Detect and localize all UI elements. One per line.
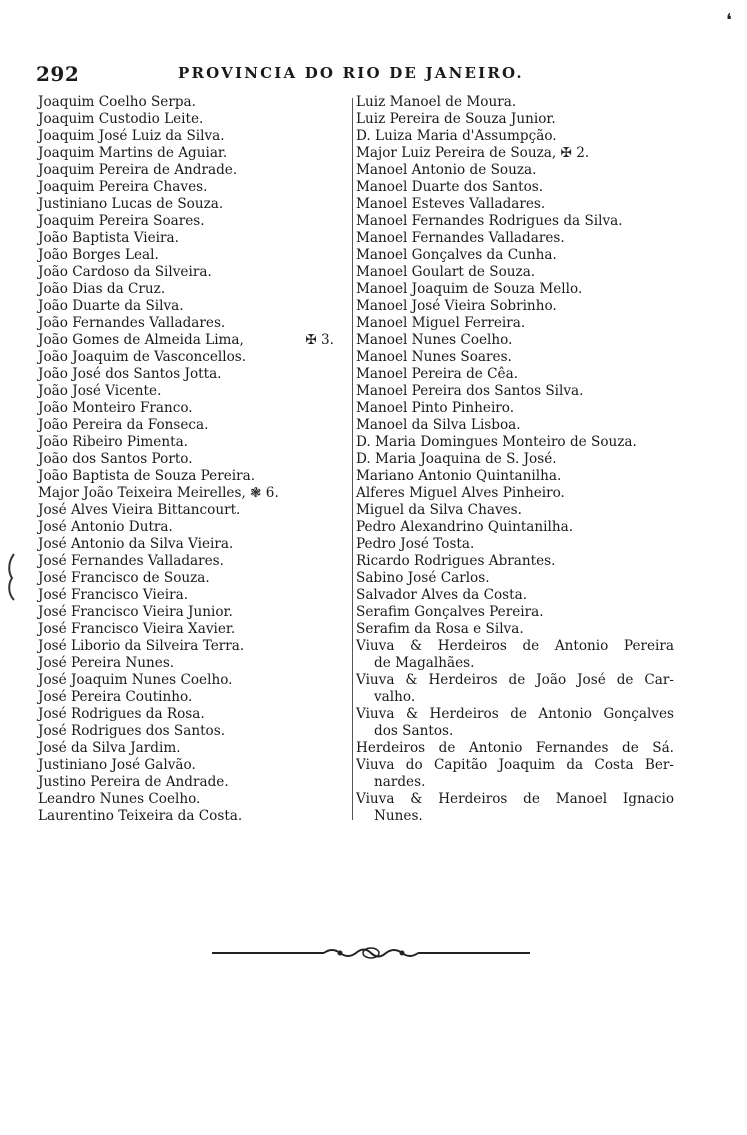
column-divider — [352, 98, 353, 820]
name-entry — [356, 298, 674, 315]
name-entry — [38, 417, 334, 434]
name-entry — [356, 468, 674, 485]
name-entry — [356, 145, 674, 162]
name-entry-text: José Pereira Coutinho. — [38, 689, 193, 705]
name-entry — [356, 383, 674, 400]
name-entry — [356, 94, 674, 111]
name-entry — [356, 451, 674, 468]
name-entry-text: Manoel Fernandes Rodrigues da Silva. — [356, 213, 623, 229]
name-entry-text: D. Maria Joaquina de S. José. — [356, 451, 557, 467]
name-entry-text: Viuva & Herdeiros de Manoel Ignacio — [356, 791, 674, 807]
name-entry — [356, 434, 674, 451]
name-entry — [38, 502, 334, 519]
name-entry-text: Joaquim Coelho Serpa. — [38, 94, 196, 110]
name-entry-text: Joaquim Martins de Aguiar. — [38, 145, 228, 161]
name-entry-text: Salvador Alves da Costa. — [356, 587, 528, 603]
name-entry — [356, 808, 674, 825]
name-entry-text: Sabino José Carlos. — [356, 570, 490, 586]
name-entry-text: João José Vicente. — [38, 383, 162, 399]
name-entry — [38, 179, 334, 196]
page-number: 292 — [36, 62, 80, 86]
name-entry-text: Viuva do Capitão Joaquim da Costa Ber- — [356, 757, 674, 773]
order-decoration-marker: ✠ 3. — [305, 332, 334, 348]
name-entry — [356, 111, 674, 128]
name-entry — [38, 213, 334, 230]
name-entry — [38, 587, 334, 604]
name-entry-text: Major João Teixeira Meirelles, ❃ 6. — [38, 485, 279, 501]
name-entry — [356, 502, 674, 519]
name-entry — [356, 553, 674, 570]
name-entry — [38, 264, 334, 281]
name-entry — [38, 740, 334, 757]
name-entry — [356, 706, 674, 723]
name-entry — [38, 434, 334, 451]
name-entry-text: João Monteiro Franco. — [38, 400, 193, 416]
name-entry — [38, 247, 334, 264]
name-entry-text: Manoel Antonio de Souza. — [356, 162, 537, 178]
name-entry — [356, 485, 674, 502]
name-entry — [38, 400, 334, 417]
name-entry-text: João Gomes de Almeida Lima, — [38, 332, 244, 348]
name-entry — [356, 689, 674, 706]
name-entry-text: José Francisco de Souza. — [38, 570, 210, 586]
name-entry — [38, 604, 334, 621]
name-entry — [38, 774, 334, 791]
name-entry-text: Manoel Joaquim de Souza Mello. — [356, 281, 583, 297]
name-entry-text: de Magalhães. — [374, 655, 475, 671]
name-entry — [38, 315, 334, 332]
name-entry — [356, 247, 674, 264]
name-entry — [38, 332, 334, 349]
name-entry — [356, 604, 674, 621]
name-entry-text: Joaquim Pereira Soares. — [38, 213, 205, 229]
name-entry-text: Laurentino Teixeira da Costa. — [38, 808, 243, 824]
name-entry-text: Alferes Miguel Alves Pinheiro. — [356, 485, 565, 501]
name-entry-text: Manoel Pinto Pinheiro. — [356, 400, 515, 416]
name-entry — [38, 383, 334, 400]
name-entry-text: João dos Santos Porto. — [38, 451, 193, 467]
name-entry-text: Serafim Gonçalves Pereira. — [356, 604, 544, 620]
name-entry-text: Justino Pereira de Andrade. — [38, 774, 229, 790]
name-entry-text: José Antonio da Silva Vieira. — [38, 536, 234, 552]
name-entry — [356, 128, 674, 145]
left-name-column — [38, 94, 334, 825]
name-entry — [38, 808, 334, 825]
name-entry — [38, 281, 334, 298]
name-entry — [356, 638, 674, 655]
name-entry — [38, 519, 334, 536]
name-entry-text: João Cardoso da Silveira. — [38, 264, 212, 280]
name-entry — [38, 94, 334, 111]
name-entry-text: José Francisco Vieira Junior. — [38, 604, 233, 620]
name-entry-text: D. Maria Domingues Monteiro de Souza. — [356, 434, 637, 450]
name-entry-text: valho. — [374, 689, 416, 705]
name-entry-text: João Baptista Vieira. — [38, 230, 179, 246]
name-entry — [356, 400, 674, 417]
name-entry-text: Manoel Pereira dos Santos Silva. — [356, 383, 584, 399]
name-entry — [38, 553, 334, 570]
name-entry — [38, 672, 334, 689]
name-entry — [38, 485, 334, 502]
name-entry-text: João Ribeiro Pimenta. — [38, 434, 188, 450]
name-entry-text: José Alves Vieira Bittancourt. — [38, 502, 241, 518]
name-entry — [38, 689, 334, 706]
name-entry — [38, 655, 334, 672]
name-entry — [38, 111, 334, 128]
name-entry — [356, 655, 674, 672]
name-entry — [356, 672, 674, 689]
margin-tick-mark: ❛ — [726, 10, 732, 31]
name-entry — [356, 587, 674, 604]
name-entry — [38, 468, 334, 485]
name-entry-text: João Joaquim de Vasconcellos. — [38, 349, 247, 365]
name-entry-text: Joaquim Custodio Leite. — [38, 111, 204, 127]
name-entry — [38, 145, 334, 162]
name-entry — [356, 196, 674, 213]
name-entry — [38, 366, 334, 383]
name-entry-text: José Francisco Vieira. — [38, 587, 189, 603]
name-entry-text: José Pereira Nunes. — [38, 655, 175, 671]
name-entry-text: Manoel Miguel Ferreira. — [356, 315, 526, 331]
name-entry — [356, 162, 674, 179]
name-entry — [356, 774, 674, 791]
name-entry-text: Joaquim Pereira de Andrade. — [38, 162, 238, 178]
name-entry — [38, 349, 334, 366]
name-entry — [38, 621, 334, 638]
name-entry-text: dos Santos. — [374, 723, 454, 739]
name-entry-text: D. Luiza Maria d'Assumpção. — [356, 128, 557, 144]
name-entry — [38, 298, 334, 315]
name-entry-text: Nunes. — [374, 808, 423, 824]
name-entry-text: Herdeiros de Antonio Fernandes de Sá. — [356, 740, 674, 756]
right-name-column — [356, 94, 674, 825]
name-entry — [356, 213, 674, 230]
name-entry — [38, 638, 334, 655]
name-entry — [38, 791, 334, 808]
name-entry — [356, 264, 674, 281]
name-entry-text: José Antonio Dutra. — [38, 519, 173, 535]
name-entry-text: João Fernandes Valladares. — [38, 315, 226, 331]
name-entry-text: João Dias da Cruz. — [38, 281, 166, 297]
name-entry-text: Viuva & Herdeiros de João José de Car- — [356, 672, 674, 688]
name-entry-text: João José dos Santos Jotta. — [38, 366, 222, 382]
name-entry — [38, 230, 334, 247]
name-entry-text: Joaquim Pereira Chaves. — [38, 179, 208, 195]
name-entry — [356, 570, 674, 587]
name-entry-text: Viuva & Herdeiros de Antonio Pereira — [356, 638, 674, 654]
name-entry — [356, 621, 674, 638]
name-entry-text: Manoel Nunes Coelho. — [356, 332, 513, 348]
name-entry — [38, 536, 334, 553]
name-entry-text: Pedro Alexandrino Quintanilha. — [356, 519, 574, 535]
name-entry — [356, 723, 674, 740]
name-entry — [356, 519, 674, 536]
name-entry-text: Miguel da Silva Chaves. — [356, 502, 522, 518]
name-entry-text: nardes. — [374, 774, 426, 790]
name-entry-text: José Rodrigues da Rosa. — [38, 706, 205, 722]
name-entry — [38, 723, 334, 740]
name-entry-text: Manoel da Silva Lisboa. — [356, 417, 521, 433]
name-entry-text: Luiz Pereira de Souza Junior. — [356, 111, 556, 127]
name-entry-text: Manoel Esteves Valladares. — [356, 196, 546, 212]
name-entry-text: João Baptista de Souza Pereira. — [38, 468, 256, 484]
name-entry-text: Major Luiz Pereira de Souza, ✠ 2. — [356, 145, 590, 161]
name-entry-text: José Joaquim Nunes Coelho. — [38, 672, 233, 688]
name-entry-text: José Rodrigues dos Santos. — [38, 723, 226, 739]
name-entry-text: Mariano Antonio Quintanilha. — [356, 468, 562, 484]
name-entry — [356, 417, 674, 434]
scroll-ornament-icon — [212, 944, 530, 962]
name-entry — [356, 230, 674, 247]
name-entry — [356, 740, 674, 757]
name-entry-text: Ricardo Rodrigues Abrantes. — [356, 553, 556, 569]
name-entry-text: José da Silva Jardim. — [38, 740, 181, 756]
name-entry-text: João Borges Leal. — [38, 247, 159, 263]
name-entry-text: Manoel José Vieira Sobrinho. — [356, 298, 557, 314]
name-entry — [38, 757, 334, 774]
name-entry — [38, 196, 334, 213]
name-entry-text: Leandro Nunes Coelho. — [38, 791, 201, 807]
name-entry-text: José Francisco Vieira Xavier. — [38, 621, 236, 637]
name-entry — [356, 179, 674, 196]
name-entry-text: Pedro José Tosta. — [356, 536, 475, 552]
name-entry — [38, 162, 334, 179]
name-entry-text: José Liborio da Silveira Terra. — [38, 638, 245, 654]
name-entry — [356, 536, 674, 553]
running-title: PROVINCIA DO RIO DE JANEIRO. — [178, 64, 524, 82]
name-entry-text: Justiniano José Galvão. — [38, 757, 196, 773]
name-entry-text: Manoel Goulart de Souza. — [356, 264, 536, 280]
name-entry-text: Manoel Nunes Soares. — [356, 349, 512, 365]
name-entry-text: Serafim da Rosa e Silva. — [356, 621, 524, 637]
name-entry — [356, 791, 674, 808]
name-entry-text: Manoel Fernandes Valladares. — [356, 230, 565, 246]
name-entry-text: Joaquim José Luiz da Silva. — [38, 128, 225, 144]
name-entry-text: Manoel Gonçalves da Cunha. — [356, 247, 557, 263]
name-entry — [356, 281, 674, 298]
name-entry-text: José Fernandes Valladares. — [38, 553, 224, 569]
name-entry — [356, 315, 674, 332]
name-entry — [38, 128, 334, 145]
name-entry-text: Manoel Pereira de Cêa. — [356, 366, 519, 382]
name-entry — [38, 451, 334, 468]
name-entry-text: Viuva & Herdeiros de Antonio Gonçalves — [356, 706, 674, 722]
name-entry — [38, 570, 334, 587]
name-entry-text: Manoel Duarte dos Santos. — [356, 179, 544, 195]
margin-bracket-mark — [4, 552, 18, 602]
name-entry-text: Justiniano Lucas de Souza. — [38, 196, 224, 212]
name-entry — [356, 332, 674, 349]
name-entry — [356, 366, 674, 383]
name-entry-text: Luiz Manoel de Moura. — [356, 94, 517, 110]
name-entry — [356, 757, 674, 774]
name-entry — [38, 706, 334, 723]
name-entry-text: João Duarte da Silva. — [38, 298, 184, 314]
name-entry — [356, 349, 674, 366]
name-entry-text: João Pereira da Fonseca. — [38, 417, 209, 433]
